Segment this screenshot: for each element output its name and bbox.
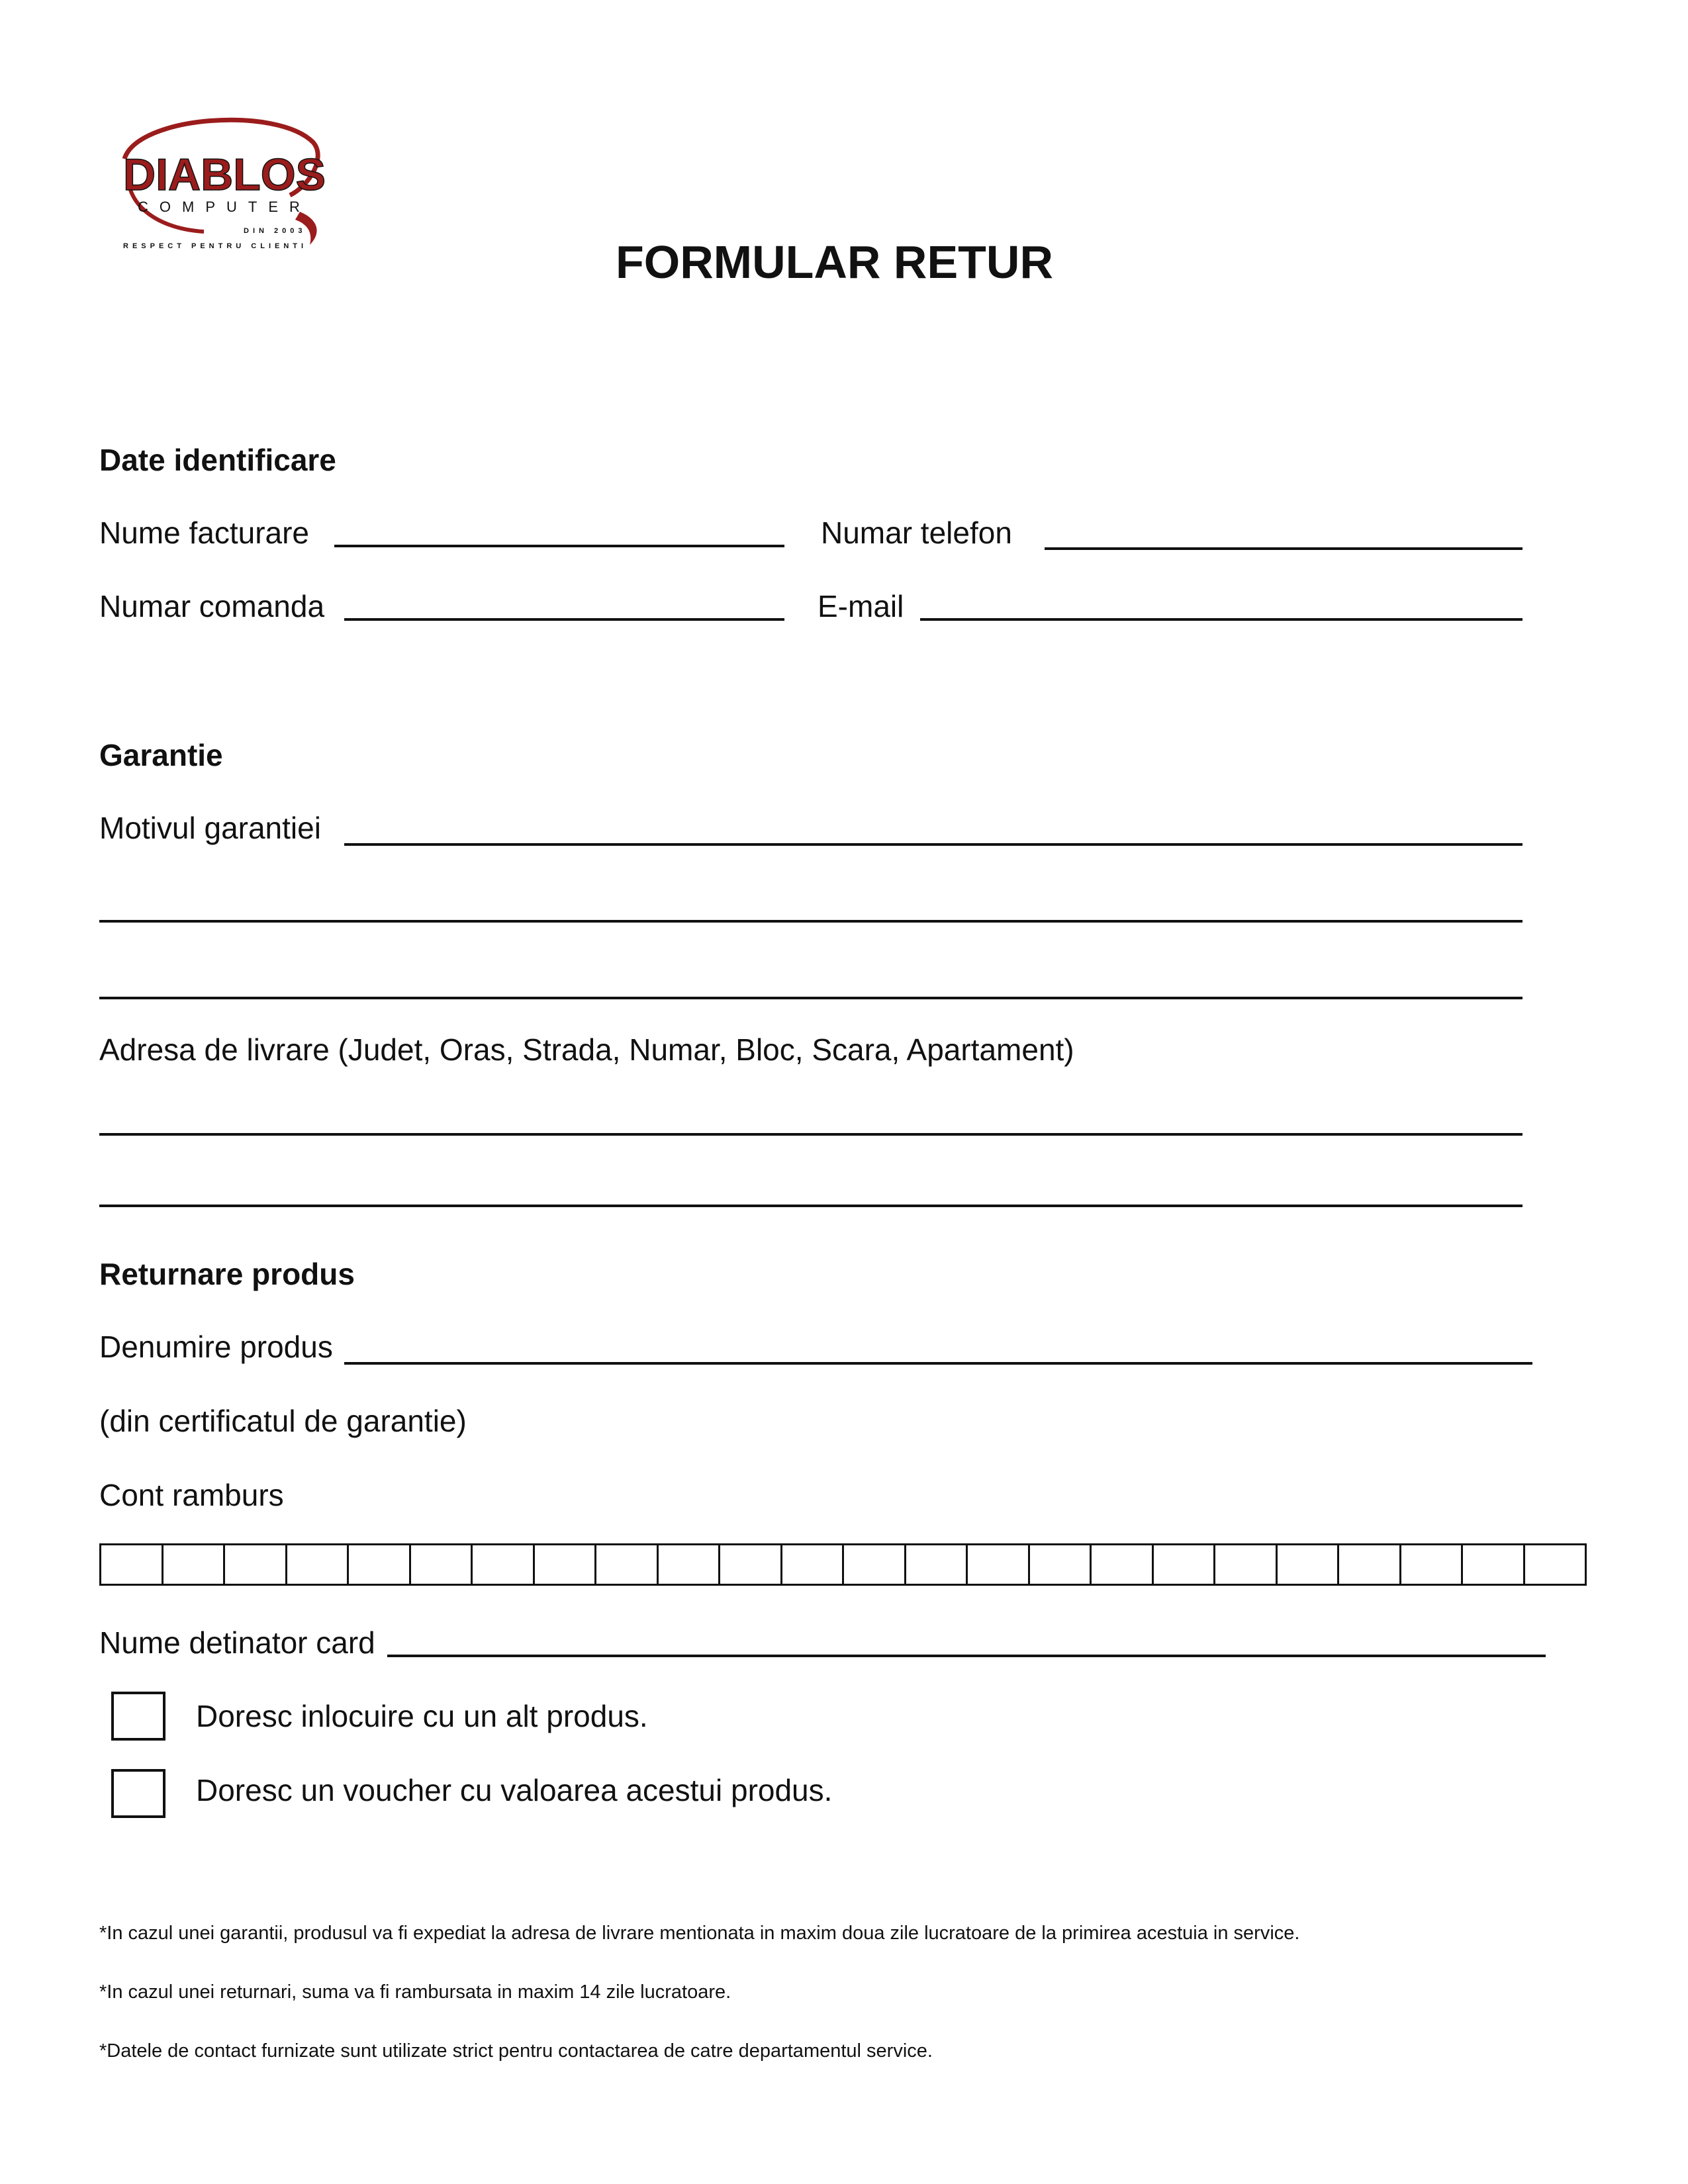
account-cell[interactable] [1215,1545,1278,1584]
cont-ramburs-label: Cont ramburs [99,1478,284,1512]
account-cell[interactable] [1339,1545,1401,1584]
account-cell[interactable] [659,1545,721,1584]
denumire-produs-label: Denumire produs [99,1330,333,1364]
email-label: E-mail [818,589,904,623]
account-cell[interactable] [287,1545,350,1584]
account-cell[interactable] [101,1545,164,1584]
account-cell[interactable] [782,1545,845,1584]
numar-telefon-label: Numar telefon [821,516,1012,550]
section-heading-returnare: Returnare produs [99,1257,355,1291]
account-cell[interactable] [720,1545,782,1584]
account-cell[interactable] [225,1545,287,1584]
account-cell[interactable] [535,1545,597,1584]
account-cell[interactable] [473,1545,535,1584]
logo-tagline: RESPECT PENTRU CLIENTI [123,242,308,250]
logo-sub: COMPUTER [138,199,311,215]
note-returnare: *In cazul unei returnari, suma va fi rambursata in maxim 14 zile lucratoare. [99,1981,731,2003]
account-cell[interactable] [1278,1545,1340,1584]
nume-detinator-field[interactable] [387,1655,1546,1657]
voucher-checkbox[interactable] [111,1769,165,1818]
account-cell[interactable] [1092,1545,1154,1584]
page-title: FORMULAR RETUR [616,236,1054,288]
email-field[interactable] [920,618,1523,621]
account-cell[interactable] [844,1545,906,1584]
account-cell[interactable] [1401,1545,1464,1584]
numar-comanda-field[interactable] [344,618,784,621]
account-cell[interactable] [1525,1545,1587,1584]
denumire-produs-field[interactable] [344,1362,1532,1365]
account-cell[interactable] [1030,1545,1092,1584]
numar-comanda-label: Numar comanda [99,589,325,623]
nume-detinator-label: Nume detinator card [99,1625,375,1660]
adresa-livrare-line-2[interactable] [99,1205,1523,1207]
motivul-garantiei-line-2[interactable] [99,920,1523,923]
account-cell[interactable] [164,1545,226,1584]
inlocuire-checkbox[interactable] [111,1692,165,1741]
account-cell[interactable] [968,1545,1030,1584]
section-heading-identificare: Date identificare [99,443,336,477]
numar-telefon-field[interactable] [1045,547,1523,550]
adresa-livrare-label: Adresa de livrare (Judet, Oras, Strada, Numar, Bloc, Scara, Apartament) [99,1032,1074,1067]
nume-facturare-field[interactable] [334,545,784,547]
inlocuire-label: Doresc inlocuire cu un alt produs. [196,1699,648,1733]
account-cell[interactable] [596,1545,659,1584]
nume-facturare-label: Nume facturare [99,516,310,550]
din-certificat-label: (din certificatul de garantie) [99,1404,467,1438]
account-cell[interactable] [349,1545,411,1584]
account-cell[interactable] [1154,1545,1216,1584]
diablos-logo [111,113,336,258]
logo-since: DIN 2003 [244,227,306,235]
note-date-contact: *Datele de contact furnizate sunt utilizate strict pentru contactarea de catre departamentul service. [99,2040,933,2062]
motivul-garantiei-label: Motivul garantiei [99,811,321,845]
section-heading-garantie: Garantie [99,738,223,772]
account-cell[interactable] [1463,1545,1525,1584]
motivul-garantiei-line-3[interactable] [99,997,1523,999]
cont-ramburs-grid[interactable] [99,1543,1587,1586]
adresa-livrare-line-1[interactable] [99,1133,1523,1136]
voucher-label: Doresc un voucher cu valoarea acestui produs. [196,1773,833,1807]
motivul-garantiei-field[interactable] [344,843,1523,846]
logo-brand: DIABLOS [123,150,326,200]
note-garantie: *In cazul unei garantii, produsul va fi expediat la adresa de livrare mentionata in maxim doua zile lucratoare de la primirea acestuia in service. [99,1923,1300,1944]
account-cell[interactable] [906,1545,968,1584]
account-cell[interactable] [411,1545,473,1584]
